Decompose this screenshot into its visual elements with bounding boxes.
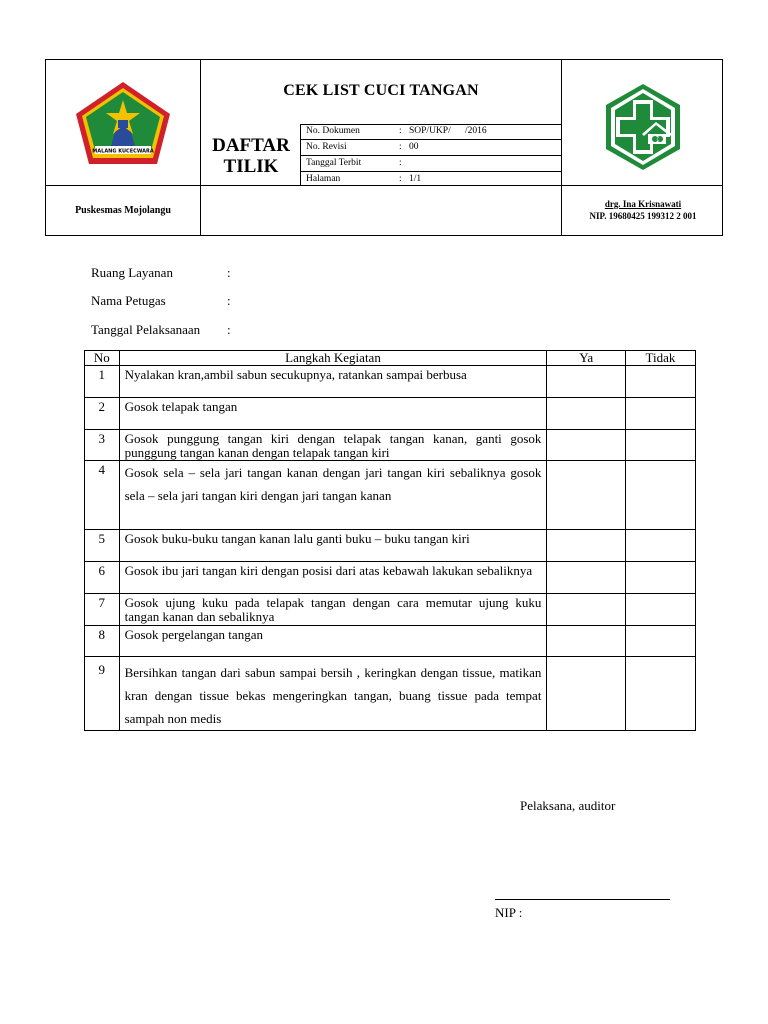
- table-row: [85, 594, 696, 626]
- meta-colon: :: [399, 158, 402, 168]
- row-number: 3: [85, 430, 120, 461]
- info-colon: :: [227, 293, 231, 308]
- daftar-tilik-label: [202, 135, 300, 177]
- row-number: 5: [85, 530, 120, 562]
- puskesmas-logo: [598, 82, 688, 172]
- info-colon: :: [227, 322, 231, 337]
- check-ya-cell[interactable]: [547, 430, 625, 461]
- row-step: Nyalakan kran,ambil sabun secukupnya, ratankan sampai berbusa: [119, 366, 547, 398]
- info-label: Ruang Layanan: [91, 265, 173, 280]
- pelaksana-label: Pelaksana, auditor: [520, 798, 616, 813]
- info-label: Nama Petugas: [91, 293, 166, 308]
- row-step: Gosok ibu jari tangan kiri dengan posisi dari atas kebawah lakukan sebaliknya: [119, 562, 547, 594]
- row-number: 1: [85, 366, 120, 398]
- table-row: [85, 366, 696, 398]
- meta-label: Tanggal Terbit: [306, 158, 362, 168]
- check-ya-cell[interactable]: [547, 562, 625, 594]
- check-tidak-cell[interactable]: [625, 626, 695, 657]
- info-tanggal-pelaksanaan: [91, 322, 231, 338]
- meta-colon: :: [399, 126, 402, 136]
- table-header-row: [85, 351, 696, 366]
- footer-nip-label: NIP :: [495, 905, 523, 920]
- institution-name: Puskesmas Mojolangu: [75, 205, 171, 216]
- signature-line: [495, 899, 670, 900]
- check-tidak-cell[interactable]: [625, 430, 695, 461]
- document-title: CEK LIST CUCI TANGAN: [283, 82, 479, 99]
- check-ya-cell[interactable]: [547, 657, 625, 731]
- check-ya-cell[interactable]: [547, 594, 625, 626]
- check-tidak-cell[interactable]: [625, 461, 695, 530]
- meta-row-dokumen: [300, 124, 561, 140]
- checklist-table: [84, 350, 696, 731]
- meta-label: No. Dokumen: [306, 126, 360, 136]
- row-number: 2: [85, 398, 120, 430]
- table-row: [85, 657, 696, 731]
- row-number: 9: [85, 657, 120, 731]
- signatory-nip: NIP. 19680425 199312 2 001: [589, 211, 697, 221]
- table-row: [85, 626, 696, 657]
- tilik-label: TILIK: [223, 156, 279, 177]
- check-tidak-cell[interactable]: [625, 657, 695, 731]
- row-number: 8: [85, 626, 120, 657]
- meta-value: 00: [409, 142, 419, 152]
- col-header-no: No: [85, 351, 120, 366]
- meta-label: No. Revisi: [306, 142, 347, 152]
- row-number: 4: [85, 461, 120, 530]
- logo-mark: C: [656, 137, 660, 142]
- row-step: Gosok pergelangan tangan: [119, 626, 547, 657]
- kota-malang-emblem: [73, 80, 173, 166]
- table-row: [85, 530, 696, 562]
- check-tidak-cell[interactable]: [625, 398, 695, 430]
- table-row: [85, 398, 696, 430]
- meta-row-terbit: [300, 156, 561, 172]
- signatory-block: [562, 198, 724, 222]
- col-header-tidak: Tidak: [625, 351, 695, 366]
- document-header: [45, 59, 723, 236]
- meta-colon: :: [399, 142, 402, 152]
- signatory-name: drg. Ina Krisnawati: [604, 199, 682, 209]
- meta-colon: :: [399, 174, 402, 184]
- table-row: [85, 461, 696, 530]
- row-step: Gosok telapak tangan: [119, 398, 547, 430]
- check-tidak-cell[interactable]: [625, 366, 695, 398]
- check-ya-cell[interactable]: [547, 398, 625, 430]
- meta-value: SOP/UKP/ /2016: [409, 126, 487, 136]
- meta-value: 1/1: [409, 174, 422, 184]
- row-number: 7: [85, 594, 120, 626]
- meta-row-halaman: [300, 172, 561, 187]
- check-ya-cell[interactable]: [547, 366, 625, 398]
- check-ya-cell[interactable]: [547, 626, 625, 657]
- info-nama-petugas: [91, 293, 231, 309]
- check-tidak-cell[interactable]: [625, 530, 695, 562]
- meta-row-revisi: [300, 140, 561, 156]
- row-step: Gosok sela – sela jari tangan kanan dengan jari tangan kiri sebaliknya gosok sela – sela jari tangan kiri dengan jari tangan kanan: [119, 461, 547, 530]
- check-ya-cell[interactable]: [547, 461, 625, 530]
- col-header-step: Langkah Kegiatan: [119, 351, 547, 366]
- row-step: Gosok buku-buku tangan kanan lalu ganti buku – buku tangan kiri: [119, 530, 547, 562]
- row-step: Gosok punggung tangan kiri dengan telapak tangan kanan, ganti gosok punggung tangan kanan dengan telapak tangan kiri: [119, 430, 547, 461]
- info-colon: :: [227, 265, 231, 280]
- row-number: 6: [85, 562, 120, 594]
- row-step: Gosok ujung kuku pada telapak tangan dengan cara memutar ujung kuku tangan kanan dan sebaliknya: [119, 594, 547, 626]
- meta-label: Halaman: [306, 174, 341, 184]
- check-ya-cell[interactable]: [547, 530, 625, 562]
- check-tidak-cell[interactable]: [625, 562, 695, 594]
- daftar-label: DAFTAR: [212, 135, 290, 156]
- info-label: Tanggal Pelaksanaan: [91, 322, 201, 337]
- table-row: [85, 430, 696, 461]
- row-step: Bersihkan tangan dari sabun sampai bersih , keringkan dengan tissue, matikan kran dengan tissue bekas mengeringkan tangan, buang tissue pada tempat sampah non medis: [119, 657, 547, 731]
- emblem-motto: MALANG KUCECWARA: [92, 148, 154, 155]
- col-header-ya: Ya: [547, 351, 625, 366]
- info-ruang-layanan: [91, 265, 231, 281]
- table-row: [85, 562, 696, 594]
- check-tidak-cell[interactable]: [625, 594, 695, 626]
